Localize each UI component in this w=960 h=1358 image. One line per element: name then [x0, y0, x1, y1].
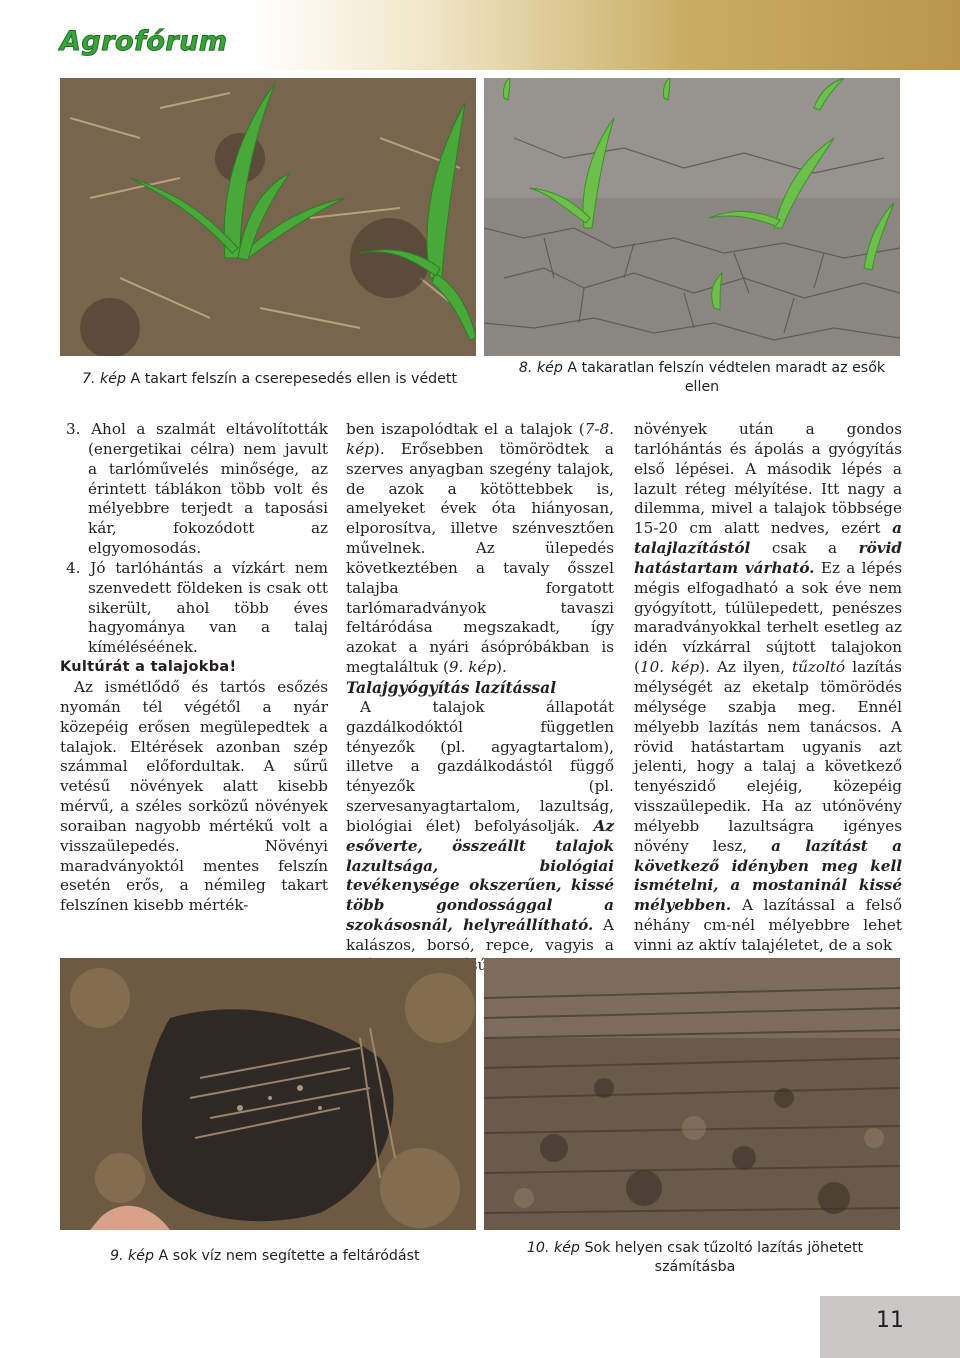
text-run: A kalászos, borsó, repce, vagyis a [346, 916, 614, 954]
list-item-3-text: Ahol a szalmát eltávolították (energetikai célra) nem javult a tarlóművelés minősége, az érintett táblákon több volt és mélyebbre terjedt a taposási kár, fokozódott az elgyomosodás. [88, 420, 329, 558]
page-number: 11 [876, 1308, 904, 1333]
text-run: ). [496, 658, 507, 677]
page-number-box [820, 1296, 960, 1358]
caption-10-text-line2: számításba [654, 1259, 736, 1275]
figure-reference: 7-8. kép [346, 420, 614, 458]
caption-10-number: 10. kép [526, 1240, 580, 1256]
section-heading-talajgyogyitas: Talajgyógyítás lazítással [346, 677, 557, 697]
caption-10 [500, 1239, 890, 1277]
magazine-logo: Agrofórum [60, 26, 228, 57]
text-run: ben iszapolódtak el a talajok ( [346, 420, 585, 438]
caption-7-text: A takart felszín a cserepesedés ellen is védett [130, 371, 458, 387]
list-item-4 [60, 559, 328, 658]
emphasis: rövid hatástartam várható. [634, 539, 902, 577]
list-item-4-text: Jó tarlóhántás a vízkárt nem szenvedett földeken is csak ott sikerült, ahol több éves hagyománya van a talaj kíméléséének. [88, 558, 328, 657]
text-column-1 [60, 420, 328, 916]
caption-9 [110, 1247, 420, 1266]
text-column-2 [346, 420, 614, 976]
caption-8-number: 8. kép [518, 360, 563, 376]
text-run: A lazítással a felső néhány cm-nél mélyebbre lehet vinni az aktív talajéletet, de a sok [634, 896, 902, 954]
list-item-4-number: 4. [66, 558, 81, 577]
caption-9-text: A sok víz nem segítette a feltáródást [158, 1248, 420, 1264]
caption-8-text-line2: ellen [684, 379, 720, 395]
list-item-3 [60, 420, 328, 559]
photo-8-bare-soil [484, 78, 900, 356]
text-run: ). Erősebben tömörödtek a szerves anyagban szegény talajok, de azok a kötöttebbek is, amelyeket évek óta hiányosan, elporosítva, illetve szénvesztően művelnek. Az ülepedés következtében a tavaly ősszel talajba forgatott tarlómaradványok tavaszi feltáródása megszakadt, így azokat a nyári ásópróbákban is megtaláltuk ( [346, 439, 614, 677]
figure-reference: 10. kép [639, 658, 700, 677]
text-run: lazítás mélységét az eketalp tömörödés mélysége szabja meg. Ennél mélyebb lazítás nem tanácsos. A rövid hatástartam ugyanis azt jelenti, hogy a talaj a következő tenyészidő elejéig, közepéig visszaülepedik. Ha az utónövény mélyebb lazultságra igényes növény lesz, [634, 658, 902, 855]
emphasis: tűzoltó [792, 658, 846, 677]
list-item-3-number: 3. [66, 420, 81, 438]
body-paragraph-col1: Az ismétlődő és tartós esőzés nyomán tél végétől a nyár közepéig erősen megülepedtek a talajok. Eltérések azonban szép számmal előfordultak. A sűrű vetésű növények alatt kisebb mérvű, a széles sorközű növények soraiban nagyobb mértékű volt a visszaülepedés. Növényi maradványoktól mentes felszín esetén erős, a némileg takart felszínen kisebb mérték- [60, 677, 328, 915]
caption-8-text-line1: A takaratlan felszín védtelen maradt az esők [567, 360, 886, 376]
body-paragraph-col2-b [346, 698, 614, 976]
text-run: csak a [750, 539, 859, 558]
body-paragraph-col2-a [346, 420, 614, 678]
caption-8 [512, 359, 892, 397]
caption-9-number: 9. kép [110, 1248, 154, 1264]
body-paragraph-col3 [634, 420, 902, 956]
text-run: ). Az ilyen, [699, 658, 793, 677]
section-heading-kulturat: Kultúrát a talajokba! [60, 659, 237, 676]
text-run: A talajok állapotát gazdálkodóktól független tényezők (pl. agyagtartalom), illetve a gazdálkodástól függő tényezők (pl. szervesanyagtartalom, lazultság, biológiai élet) befolyásolják. [346, 697, 614, 835]
photo-9-soil-clod-residue [60, 958, 476, 1230]
caption-7-number: 7. kép [82, 371, 126, 387]
photo-10-loosened-field [484, 958, 900, 1230]
text-run: növények után a gondos tarlóhántás és ápolás a gyógyítás első lépései. A második lépés a lazult réteg mélyítése. Itt nagy a dilemma, mivel a talajok többsége 15-20 cm alatt nedves, ezért [634, 420, 902, 538]
emphasis: Az esőverte, összeállt talajok lazultsága, biológiai tevékenysége okszerűen, kissé több gondossággal a szokásosnál, helyreállítható. [346, 816, 614, 935]
text-run: Ez a lépés mégis elfogadható a sok éve nem gyógyított, túlülepedett, penészes maradványokkal terhelt esetleg az idén vízkárral sújtott talajokon ( [634, 558, 902, 677]
caption-10-text-line1: Sok helyen csak tűzoltó lazítás jöhetett [584, 1240, 864, 1256]
photo-7-covered-soil [60, 78, 476, 356]
text-column-3 [634, 420, 902, 956]
figure-reference: 9. kép [448, 658, 497, 677]
emphasis: a lazítást a következő idényben meg kell ismételni, a mostaninál kissé mélyebben. [634, 836, 903, 915]
emphasis: a talajlazítástól [634, 519, 902, 558]
caption-7 [82, 370, 457, 389]
